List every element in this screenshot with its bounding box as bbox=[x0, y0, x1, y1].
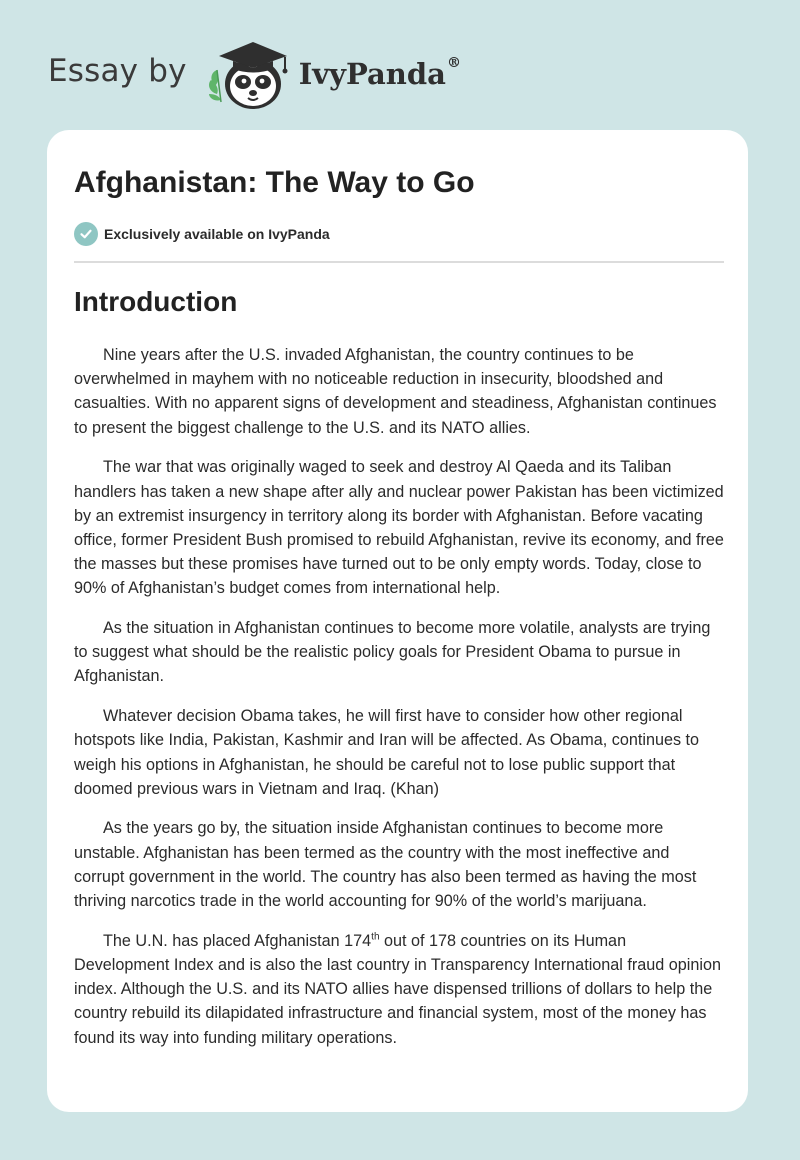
exclusive-badge bbox=[74, 222, 330, 246]
essay-by-label: Essay by bbox=[48, 53, 187, 89]
section-heading: Introduction bbox=[74, 286, 238, 317]
paragraph: The war that was originally waged to seek and destroy Al Qaeda and its Taliban handlers has taken a new shape after ally and nuclear power Pakistan has been victimized by an extremist insurgency in territory along its border with Afghanistan. Before vacating office, former President Bush promised to rebuild Afghanistan, revive its economy, and free the masses but these promises have turned out to be only empty words. Today, close to 90% of Afghanistan’s budget comes from international help. bbox=[74, 458, 724, 598]
paragraph: Nine years after the U.S. invaded Afghanistan, the country continues to be overwhelmed in mayhem with no noticeable reduction in insecurity, bloodshed and casualties. With no apparent signs of development and steadiness, Afghanistan continues to present the biggest challenge to the U.S. and its NATO allies. bbox=[74, 346, 717, 437]
badge-label: Exclusively available on IvyPanda bbox=[104, 226, 330, 242]
paragraph: As the situation in Afghanistan continues to become more volatile, analysts are trying to suggest what should be the realistic policy goals for President Obama to pursue in Afghanistan. bbox=[74, 619, 711, 686]
registered-mark: ® bbox=[446, 55, 461, 71]
check-icon bbox=[74, 222, 98, 246]
brand-name[interactable]: IvyPanda® bbox=[298, 55, 461, 91]
ivypanda-logo-icon[interactable] bbox=[201, 36, 293, 112]
paragraph: As the years go by, the situation inside Afghanistan continues to become more unstable. Afghanistan has been termed as the country with the most ineffective and corrupt government in the world. The country has also been termed as having the most thriving narcotics trade in the world accounting for 90% of the world’s marijuana. bbox=[74, 819, 697, 911]
paragraph: Whatever decision Obama takes, he will first have to consider how other regional hotspots like India, Pakistan, Kashmir and Iran will be affected. As Obama, continues to weigh his options in Afghanistan, he should be careful not to lose public support that doomed previous wars in Vietnam and Iraq. (Khan) bbox=[74, 707, 700, 798]
site-header bbox=[48, 34, 461, 114]
page-title: Afghanistan: The Way to Go bbox=[74, 166, 475, 199]
paragraph: The U.N. has placed Afghanistan 174th out of 178 countries on its Human Development Index and is also the last country in Transparency International fraud opinion index. Although the U.S. and its NATO allies have dispensed trillions of dollars to help the country rebuild its dilapidated infrastructure and financial system, most of the money has found its way into funding military operations. bbox=[74, 931, 721, 1047]
divider bbox=[74, 261, 724, 263]
essay-body bbox=[74, 343, 724, 1065]
essay-card bbox=[47, 130, 748, 1112]
